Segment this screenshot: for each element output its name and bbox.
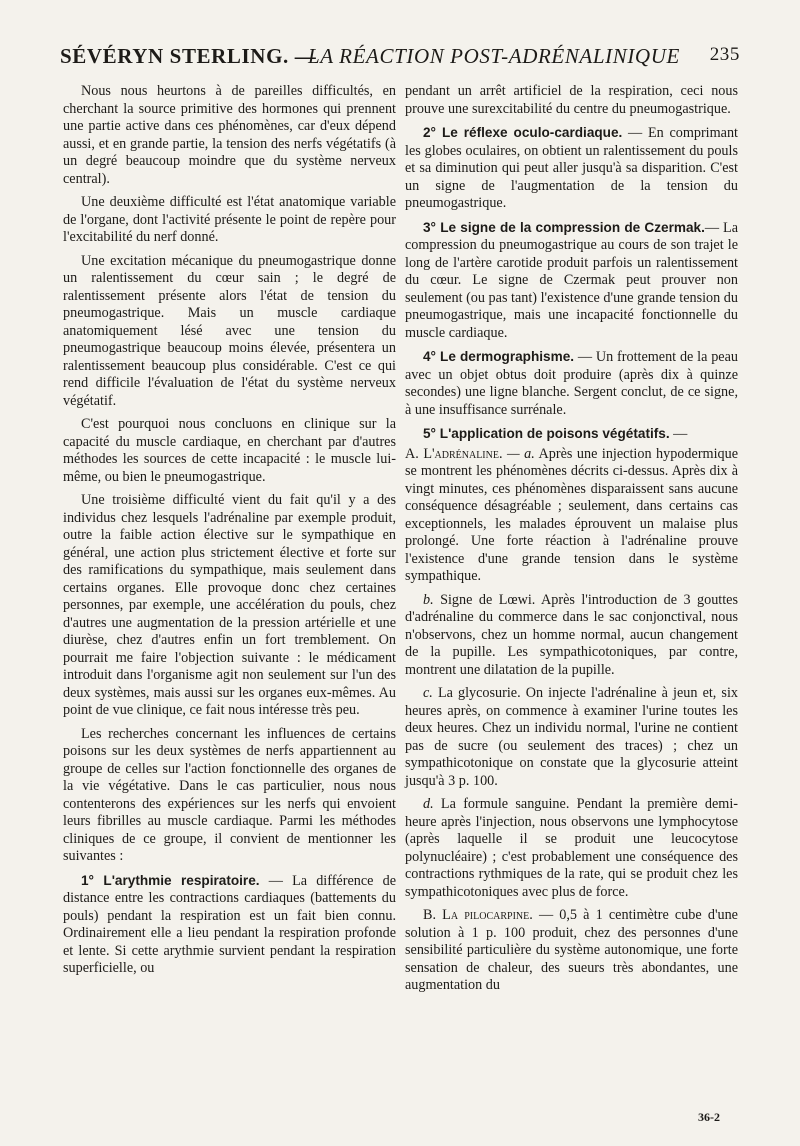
subsection-label: B.: [423, 907, 443, 923]
paragraph: Nous nous heurtons à de pareilles difficultés, en cherchant la source primitive des hormones qui prennent une partie active dans ces phénomènes, car d'eux dépend aussi, et en grande partie, la tension des nerfs végétatifs (à un degré beaucoup moindre que du système nerveux central).: [63, 83, 396, 187]
section-dash: —: [669, 426, 688, 442]
item-blood-formula: [405, 796, 738, 901]
section-vegetative-poisons: [405, 425, 738, 444]
section-dermographism: [405, 348, 738, 419]
section-text: — La compression du pneumogastrique au cours de son trajet le long de l'artère carotide produit parfois un ralentissement du cœur. Le signe de Czermak peut prouver non seulement (ou pas tant) l'existence d'une grande tension du pneumogastrique, mais une incapacité fonctionnelle du muscle cardiaque.: [405, 219, 738, 341]
page-number: 235: [709, 44, 740, 65]
right-column: [405, 83, 738, 1001]
paragraph: Une troisième difficulté vient du fait qu'il y a des individus chez lesquels l'adrénaline par exemple produit, outre la faible action élective sur le sympathique en général, une action plus strictement élective et forte sur des ramifications du sympathique, mais seulement dans certains organes. Elle provoque donc chez certaines personnes, par exemple, une accélération du pouls, chez d'autres une augmentation de la pression artérielle et une diurèse, chez d'autres enfin un fort tremblement. On pourrait me faire l'objection suivante : le médicament introduit dans l'organisme agit non seulement sur l'un des deux systèmes, mais aussi sur les organes eux-mêmes. Au point de vue clinique, ce fait nous intéresse très peu.: [63, 492, 396, 718]
section-heading: 3° Le signe de la compression de Czermak.: [423, 219, 705, 235]
item-label: b.: [423, 591, 434, 608]
item-loewi-sign: [405, 592, 738, 680]
item-label: d.: [423, 796, 434, 812]
section-oculo-cardiac-reflex: [405, 124, 738, 213]
section-text: — En comprimant les globes oculaires, on obtient un ralentissement du pouls et sa diminution qui peut aller jusqu'à sa disparition. C'est un signe de l'augmentation de la tension du pneumogastrique.: [405, 125, 738, 211]
signature-mark: 36-2: [698, 1110, 720, 1124]
item-text: Signe de Lœwi. Après l'introduction de 3 gouttes d'adrénaline du commerce dans le sac conjonctival, nous n'observons, chez un homme normal, aucun changement de la pupille. Les sympathicotoniques, par contre, montrent une dilatation de la pupille.: [405, 591, 738, 678]
paragraph: Une deuxième difficulté est l'état anatomique variable de l'organe, dont l'activité présente le point de repère pour l'excitabilité du nerf donné.: [63, 194, 396, 245]
subsection-name: La pilocarpine.: [442, 907, 533, 923]
section-heading: 1° L'arythmie respiratoire.: [81, 872, 260, 888]
section-heading: 4° Le dermographisme.: [423, 349, 575, 364]
item-text: Après une injection hypodermique se montrent les phénomènes décrits ci-dessus. Après dix à vingt minutes, ces phénomènes disparaissent sans aucune conséquence désagréable ; seulement, dans certains cas exceptionnels, les malades éprouvent un malaise plus prolongé. Une forte réaction à l'adrénaline prouve l'existence d'une grande tension dans le système sympathique.: [405, 445, 739, 584]
subsection-adrenaline: [405, 446, 738, 586]
item-label: — a.: [502, 445, 535, 462]
paragraph: Une excitation mécanique du pneumogastrique donne un ralentissement du cœur sain ; le degré de ralentissement présente alors l'état de tension du pneumogastrique. Mais un muscle cardiaque anatomiquement lésé avec une tension du pneumogastrique beaucoup moins élevée, présentera un ralentissement beaucoup plus considérable. C'est ce qui rend difficile l'évaluation de l'état du système nerveux végétatif.: [63, 252, 396, 409]
header-title: LA RÉACTION POST-ADRÉNALINIQUE: [308, 44, 680, 68]
running-header: [60, 44, 740, 76]
section-heading: 5° L'application de poisons végétatifs.: [423, 426, 670, 441]
section-text: — La différence de distance entre les contractions cardiaques (battements du pouls) pendant la respiration est un fait bien connu. Ordinairement elle a lieu pendant la respiration profonde et lente. Si cette arythmie survient pendant la respiration superficielle, ou: [63, 872, 396, 976]
item-label: c.: [423, 685, 433, 701]
item-text: La formule sanguine. Pendant la première demi-heure après l'injection, nous observons une lymphocytose (après laquelle il se produit une leucocytose polynucléaire) ; c'est probablement une conséquence des contractions rythmiques de la rate, qui se produit chez les sympathicotoniques avec plus de force.: [405, 796, 738, 900]
section-text: — Un frottement de la peau avec un objet obtus doit produire (après dix à quinze secondes) une ligne blanche. Sergent conclut, de ce signe, à une insuffisance surrénale.: [405, 349, 738, 418]
subsection-pilocarpine: [405, 907, 738, 995]
header-author: SÉVÉRYN STERLING. —: [60, 44, 317, 68]
section-heading: 2° Le réflexe oculo-cardiaque.: [423, 125, 623, 140]
section-czermak-sign: [405, 219, 738, 343]
left-column: [63, 83, 396, 984]
paragraph: C'est pourquoi nous concluons en clinique sur la capacité du muscle cardiaque, en cherchant par d'autres méthodes les sources de cette incapacité : le muscle lui-même, ou bien le pneumogastrique.: [63, 416, 396, 485]
item-text: — 0,5 à 1 centimètre cube d'une solution à 1 p. 100 produit, chez des personnes d'une sensibilité particulière du système autonomique, une forte sensation de chaleur, des sueurs très abondantes, une augmentation du: [405, 907, 738, 993]
subsection-label: A.: [405, 445, 424, 462]
section-respiratory-arrhythmia: [63, 872, 396, 978]
item-glycosuria: [405, 685, 738, 790]
paragraph: pendant un arrêt artificiel de la respiration, ceci nous prouve une surexcitabilité du centre du pneumogastrique.: [405, 83, 738, 117]
item-text: La glycosurie. On injecte l'adrénaline à jeun et, six heures après, on commence à examiner l'urine toutes les deux heures. Chez un individu normal, l'urine ne contient pas de sucre (ou seulement des traces) ; chez un sympathicotonique on constate que la glycosurie atteint jusqu'à 3 p. 100.: [405, 685, 738, 789]
subsection-name: L'adrénaline.: [423, 445, 503, 462]
paragraph: Les recherches concernant les influences de certains poisons sur les deux systèmes de nerfs appartiennent au groupe de celles sur l'action fonctionnelle des organes de la vie végétative. Dans le cas particulier, nous nous contenterons des expériences sur les nerfs qui envoient leurs fibrilles au muscle cardiaque. Parmi les méthodes cliniques de ce groupe, il convient de mentionner les suivantes :: [63, 725, 396, 864]
